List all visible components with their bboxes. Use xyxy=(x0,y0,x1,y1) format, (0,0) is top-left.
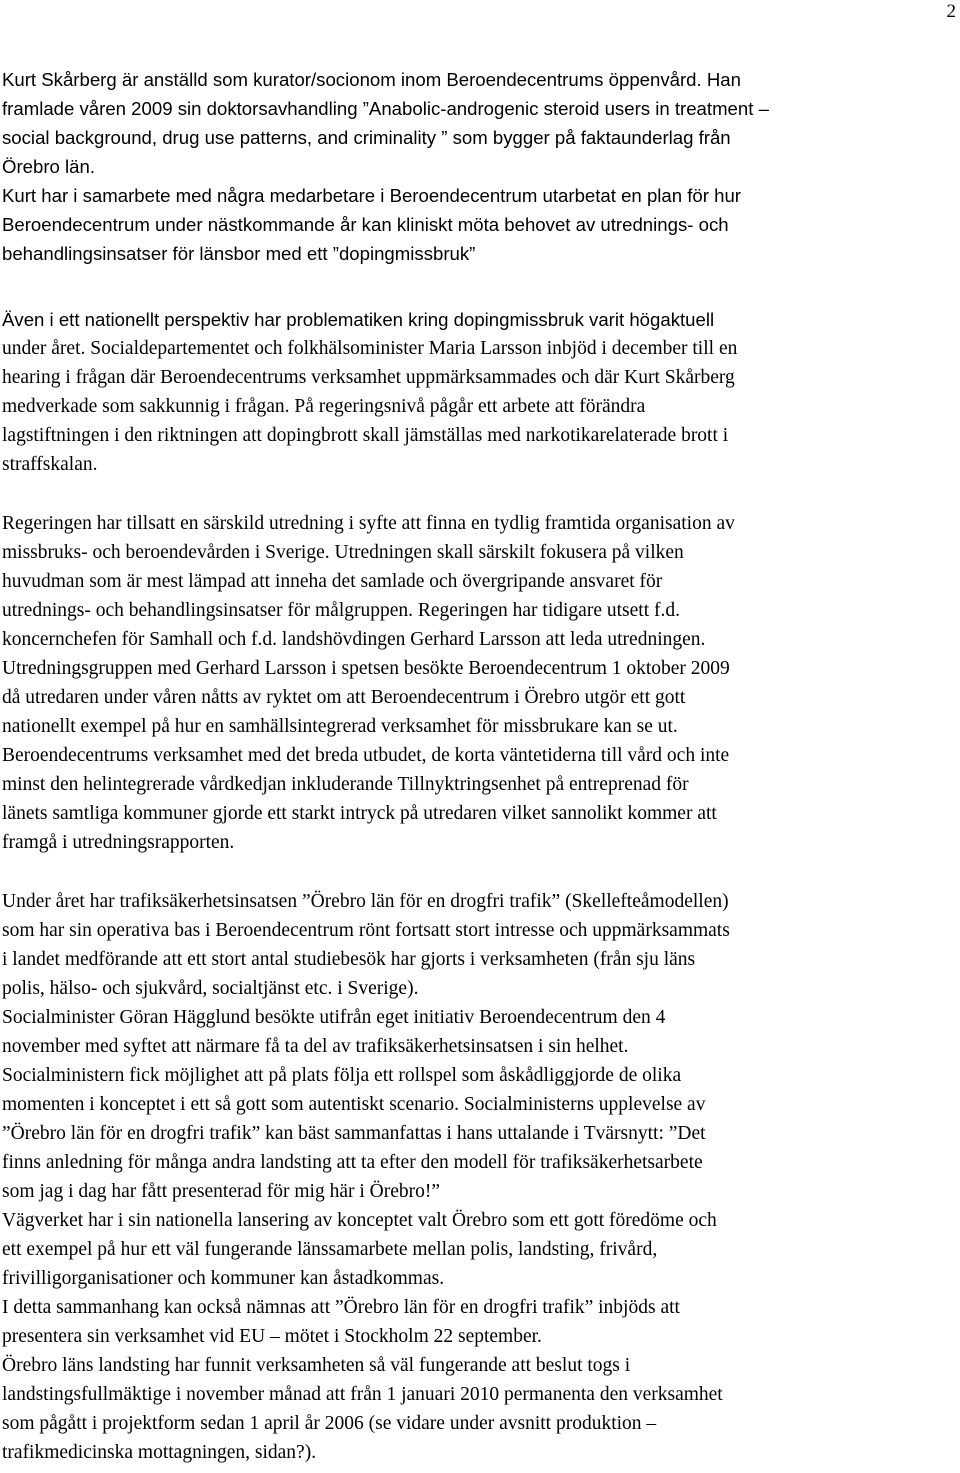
text-line: I detta sammanhang kan också nämnas att ”Örebro län för en drogfri trafik” inbjöds att xyxy=(2,1297,680,1318)
paragraph-kurt-skarberg xyxy=(2,65,958,268)
text-line: huvudman som är mest lämpad att inneha det samlade och övergripande ansvaret för xyxy=(2,571,663,592)
text-line: koncernchefen för Samhall och f.d. landshövdingen Gerhard Larsson att leda utredningen. xyxy=(2,629,706,650)
text-line: som pågått i projektform sedan 1 april år 2006 (se vidare under avsnitt produktion – xyxy=(2,1413,657,1434)
paragraph-nationellt-perspektiv xyxy=(2,334,958,479)
text-line: trafikmedicinska mottagningen, sidan?). xyxy=(2,1442,317,1463)
text-line: Vägverket har i sin nationella lansering av konceptet valt Örebro som ett gott föredöme och xyxy=(2,1210,717,1231)
text-line: som har sin operativa bas i Beroendecentrum rönt fortsatt stort intresse och uppmärksammats xyxy=(2,920,730,941)
paragraph-nationellt-perspektiv-intro xyxy=(2,305,958,334)
text-line: november med syftet att närmare få ta del av trafiksäkerhetsinsatsen i sin helhet. xyxy=(2,1036,629,1057)
text-line: Socialministern fick möjlighet att på plats följa ett rollspel som åskådliggjorde de olika xyxy=(2,1065,682,1086)
text-line: landstingsfullmäktige i november månad att från 1 januari 2010 permanenta den verksamhet xyxy=(2,1384,723,1405)
text-line: medverkade som sakkunnig i frågan. På regeringsnivå pågår ett arbete att förändra xyxy=(2,396,646,417)
text-line: minst den helintegrerade vårdkedjan inkluderande Tillnyktringsenhet på entreprenad för xyxy=(2,774,689,795)
text-line: behandlingsinsatser för länsbor med ett ”dopingmissbruk” xyxy=(2,243,476,264)
text-line: Örebro län. xyxy=(2,156,96,177)
text-line: Beroendecentrum under nästkommande år kan kliniskt möta behovet av utrednings- och xyxy=(2,214,729,235)
text-line: nationellt exempel på hur en samhällsintegrerad verksamhet för missbrukare kan se ut. xyxy=(2,716,678,737)
text-line: polis, hälso- och sjukvård, socialtjänst etc. i Sverige). xyxy=(2,978,419,999)
text-line: utrednings- och behandlingsinsatser för målgruppen. Regeringen har tidigare utsett f.d. xyxy=(2,600,680,621)
text-line: lagstiftningen i den riktningen att dopingbrott skall jämställas med narkotikarelaterade brott i xyxy=(2,425,729,446)
text-line: Beroendecentrums verksamhet med det breda utbudet, de korta väntetiderna till vård och inte xyxy=(2,745,730,766)
text-line: då utredaren under våren nåtts av ryktet om att Beroendecentrum i Örebro utgör ett gott xyxy=(2,687,686,708)
text-line: som jag i dag har fått presenterad för mig här i Örebro!” xyxy=(2,1181,441,1202)
text-line: presentera sin verksamhet vid EU – mötet i Stockholm 22 september. xyxy=(2,1326,542,1347)
paragraph-trafiksakerhet xyxy=(2,887,958,1467)
text-line: momenten i konceptet i ett så gott som autentiskt scenario. Socialministerns upplevelse av xyxy=(2,1094,706,1115)
text-line: Regeringen har tillsatt en särskild utredning i syfte att finna en tydlig framtida organisation av xyxy=(2,513,735,534)
text-line: Utredningsgruppen med Gerhard Larsson i spetsen besökte Beroendecentrum 1 oktober 2009 xyxy=(2,658,730,679)
text-line: social background, drug use patterns, and criminality ” som bygger på faktaunderlag från xyxy=(2,127,731,148)
text-line: missbruks- och beroendevården i Sverige. Utredningen skall särskilt fokusera på vilken xyxy=(2,542,684,563)
text-line: framlade våren 2009 sin doktorsavhandling ”Anabolic-androgenic steroid users in treatment – xyxy=(2,98,769,119)
text-line: framgå i utredningsrapporten. xyxy=(2,832,235,853)
text-line: Kurt Skårberg är anställd som kurator/socionom inom Beroendecentrums öppenvård. Han xyxy=(2,69,741,90)
text-line: under året. Socialdepartementet och folkhälsominister Maria Larsson inbjöd i december till en xyxy=(2,338,738,359)
text-line: Örebro läns landsting har funnit verksamheten så väl fungerande att beslut togs i xyxy=(2,1355,631,1376)
text-line: Under året har trafiksäkerhetsinsatsen ”Örebro län för en drogfri trafik” (Skellefteåmodellen) xyxy=(2,891,729,912)
text-line: ”Örebro län för en drogfri trafik” kan bäst sammanfattas i hans uttalande i Tvärsnytt: ”Det xyxy=(2,1123,706,1144)
text-line: Socialminister Göran Hägglund besökte utifrån eget initiativ Beroendecentrum den 4 xyxy=(2,1007,666,1028)
text-line: Även i ett nationellt perspektiv har problematiken kring dopingmissbruk varit högaktuell xyxy=(2,309,715,330)
text-line: finns anledning för många andra landsting att ta efter den modell för trafiksäkerhetsarbete xyxy=(2,1152,703,1173)
text-line: Kurt har i samarbete med några medarbetare i Beroendecentrum utarbetat en plan för hur xyxy=(2,185,742,206)
text-line: straffskalan. xyxy=(2,454,98,475)
page-number: 2 xyxy=(946,1,956,22)
text-line: hearing i frågan där Beroendecentrums verksamhet uppmärksammades och där Kurt Skårberg xyxy=(2,367,735,388)
text-line: ett exempel på hur ett väl fungerande länssamarbete mellan polis, landsting, frivård, xyxy=(2,1239,658,1260)
text-line: i landet medförande att ett stort antal studiebesök har gjorts i verksamheten (från sju läns xyxy=(2,949,696,970)
text-line: frivilligorganisationer och kommuner kan åstadkommas. xyxy=(2,1268,445,1289)
text-line: länets samtliga kommuner gjorde ett starkt intryck på utredaren vilket sannolikt kommer att xyxy=(2,803,717,824)
paragraph-regeringen-utredning xyxy=(2,509,958,857)
